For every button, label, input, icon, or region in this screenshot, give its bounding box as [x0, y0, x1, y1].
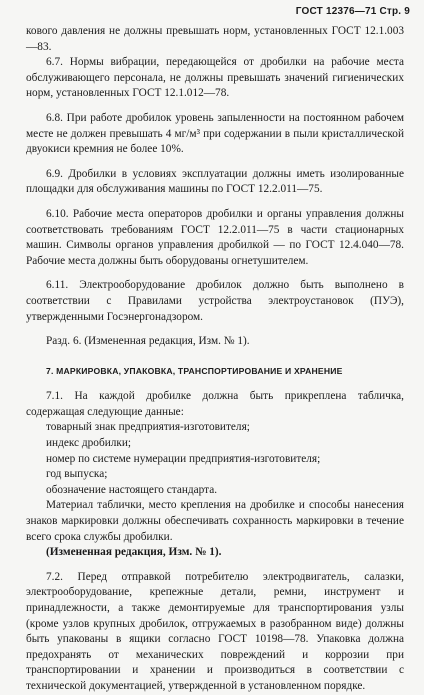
list-item: номер по системе нумерации предприятия-изготовителя; [46, 452, 321, 465]
section-7-1-amendment-note: (Измененная редакция, Изм. № 1). [46, 546, 222, 559]
list-item: обозначение настоящего стандарта. [46, 483, 218, 496]
list-item: год выпуска; [46, 468, 108, 481]
list-item: товарный знак предприятия-изготовителя; [46, 421, 250, 434]
paragraph-7-2: 7.2. Перед отправкой потребителю электродвигатель, салазки, электрооборудование, крепежные детали, ремни, инструмент и принадлежности, а также демонтируемые для транспортирования узлы (кроме узлов крупных дробилок, отгружаемых в разобранном виде) должны быть упакованы в ящики согласно ГОСТ 10198—78. Упаковка должна предохранять от механических повреждений и коррозии при транспортировании и хранении и производиться в соответствии с технической документацией, утвержденной в установленном порядке. [26, 570, 404, 692]
paragraph-7-1-material: Материал таблички, место крепления на дробилке и способы нанесения знаков маркировки должны обеспечивать сохранность маркировки в течение всего срока службы дробилки. [26, 499, 404, 543]
paragraph-6-7: 6.7. Нормы вибрации, передающейся от дробилки на рабочие места обслуживающего персонала, не должны превышать значений гигиенических норм, установленных ГОСТ 12.1.012—78. [26, 56, 404, 100]
paragraph-continuation: кового давления не должны превышать норм, установленных ГОСТ 12.1.003—83. [26, 25, 404, 53]
paragraph-6-9: 6.9. Дробилки в условиях эксплуатации должны иметь изолированные площадки для обслуживания машины по ГОСТ 12.2.011—75. [26, 167, 404, 196]
paragraph-6-10: 6.10. Рабочие места операторов дробилки и органы управления должны соответствовать требованиям ГОСТ 12.2.011—75 в части стационарных машин. Символы органов управления дробилкой — по ГОСТ 12.4.040—78. Рабочие места должны быть оборудованы огнетушителем. [26, 207, 404, 267]
section-6-amendment-note: Разд. 6. (Измененная редакция, Изм. № 1). [46, 335, 250, 348]
paragraph-7-1: 7.1. На каждой дробилке должна быть прикреплена табличка, содержащая следующие данные: [26, 390, 404, 418]
list-item: индекс дробилки; [46, 437, 132, 450]
section-7-heading: 7. МАРКИРОВКА, УПАКОВКА, ТРАНСПОРТИРОВАНИЕ И ХРАНЕНИЕ [46, 365, 343, 376]
paragraph-6-8: 6.8. При работе дробилок уровень запыленности на постоянном рабочем месте не должен превышать 4 мг/м³ при содержании в пыли кристаллической двуокиси кремния не более 10%. [26, 111, 404, 156]
paragraph-6-11: 6.11. Электрооборудование дробилок должно быть выполнено в соответствии с Правилами устройства электроустановок (ПУЭ), утвержденными Госэнергонадзором. [26, 279, 404, 323]
page-header: ГОСТ 12376—71 Стр. 9 [295, 6, 410, 17]
body-text [26, 24, 404, 695]
